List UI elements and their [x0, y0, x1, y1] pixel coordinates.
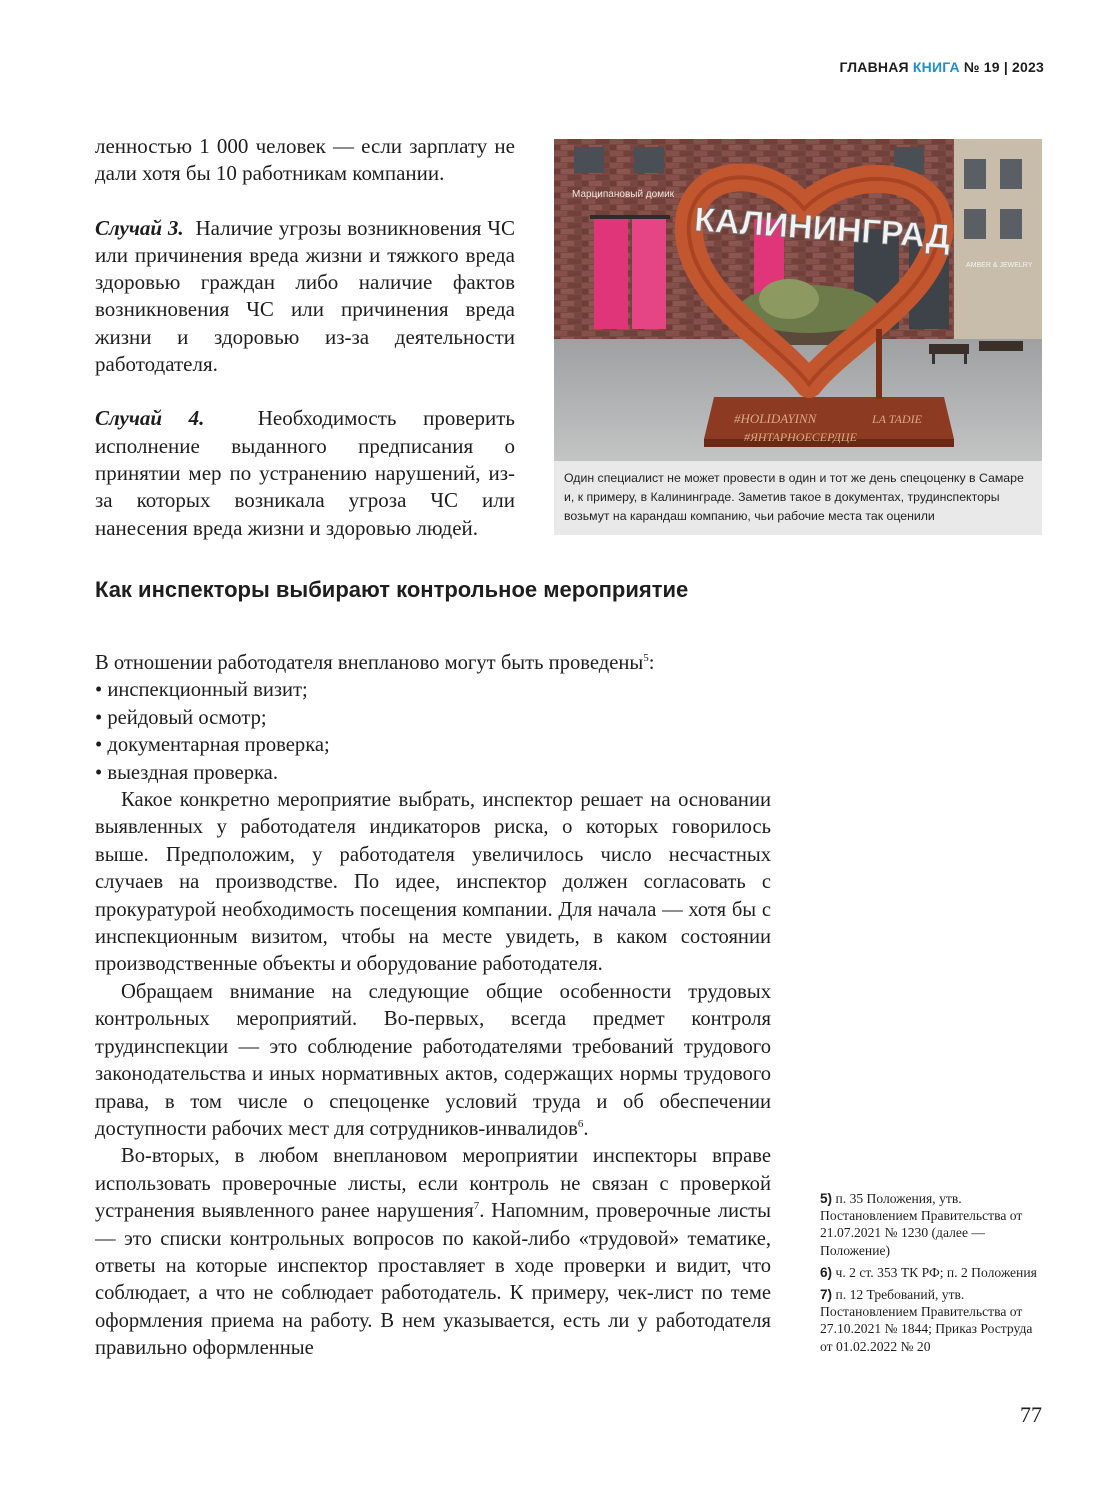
shop-sign-2-text: AMBER & JEWELRY — [966, 262, 1033, 269]
intro-paragraph: ленностью 1 000 человек — если зарплату не дали хотя бы 10 работникам компании. — [95, 134, 515, 186]
header-title: ГЛАВНАЯ — [839, 59, 913, 75]
footnote-number: 7) — [820, 1287, 833, 1303]
footnote — [820, 1190, 1046, 1259]
list-item: • инспекционный визит; — [95, 679, 308, 702]
page-number: 77 — [1020, 1402, 1042, 1427]
case-3-label: Случай 3. — [95, 215, 184, 240]
main-column — [95, 650, 771, 1363]
footnote-number: 6) — [820, 1264, 833, 1280]
left-column — [95, 133, 515, 542]
measures-list — [95, 677, 771, 787]
kaliningrad-photo — [554, 139, 1042, 461]
magazine-header — [840, 59, 1045, 75]
case-4-paragraph — [95, 405, 515, 541]
paragraph-2 — [95, 979, 771, 1143]
footnote-number: 5) — [820, 1191, 833, 1206]
photo-illustration — [554, 139, 1042, 461]
case-4-text: Необходимость проверить исполнение выданного предписания о принятии мер по устранению нарушений, из-за которых возникала угроза ЧС или нанесения вреда жизни и здоровью людей. — [95, 406, 516, 540]
case-3-paragraph — [95, 215, 515, 379]
photo-caption: Один специалист не может провести в один и тот же день спецоценку в Самаре и, к примеру, в Калининграде. Заметив такое в документах, трудинспекторы возьмут на карандаш компанию, чьи рабочие места так оценили — [554, 461, 1042, 535]
footnote — [820, 1286, 1046, 1355]
plinth-text-3: #ЯНТАРНОЕСЕРДЦЕ — [744, 430, 857, 444]
footnote-ref-5: 5 — [643, 652, 649, 665]
footnote-ref-6: 6 — [577, 1118, 584, 1131]
footnote — [820, 1264, 1046, 1281]
lead-paragraph — [95, 650, 771, 677]
header-issue: № 19 | 2023 — [959, 59, 1044, 75]
shop-sign-text: Марципановый домик — [572, 189, 675, 200]
footnote-text: ч. 2 ст. 353 ТК РФ; п. 2 Положения — [832, 1264, 1037, 1280]
paragraph-3 — [95, 1143, 771, 1362]
paragraph-2-end: . — [583, 1117, 589, 1140]
list-item: • рейдовый осмотр; — [95, 706, 267, 729]
list-item: • документарная проверка; — [95, 734, 330, 757]
plinth-text-1: #HOLIDAYINN — [734, 411, 817, 426]
paragraph-1: Какое конкретно мероприятие выбрать, инспектор решает на основании выявленных у работодателя индикаторов риска, о которых говорилось выше. Предположим, у работодателя увеличилось число несчастных случаев на производстве. По идее, инспектор должен согласовать с прокуратурой необходимость посещения компании. Для начала — хотя бы с инспекционным визитом, чтобы на месте увидеть, в каком состоянии производственные объекты и оборудование работодателя. — [95, 789, 771, 976]
header-title-accent: КНИГА — [912, 59, 960, 75]
footnote-text: п. 35 Положения, утв. Постановлением Правительства от 21.07.2021 № 1230 (далее — Положение) — [820, 1191, 1023, 1258]
plinth-text-2: LA TADIE — [872, 412, 922, 426]
lead-end: : — [648, 652, 655, 674]
case-3-text: Наличие угрозы возникновения ЧС или причинения вреда жизни и тяжкого вреда здоровью граждан либо наличие фактов возникновения ЧС или причинения вреда жизни и здоровью из-за деятельности работодателя. — [95, 215, 516, 377]
section-heading: Как инспекторы выбирают контрольное мероприятие — [95, 577, 689, 602]
paragraph-3-text-b: . Напомним, проверочные листы — это списки контрольных вопросов по какой-либо «трудовой» тематике, ответы на которые инспектор проставляет в ходе проверки и видит, что соблюдает, а что не соблюдает работодатель. К примеру, чек-лист по теме оформления приема на работу. В нем указывается, есть ли у работодателя правильно оформленные — [95, 1200, 772, 1360]
lead-text: В отношении работодателя внепланово могут быть проведены — [95, 652, 644, 674]
kaliningrad-sign-text: КАЛИНИНГРАД — [693, 200, 952, 257]
list-item: • выездная проверка. — [95, 761, 278, 784]
footnote-text: п. 12 Требований, утв. Постановлением Правительства от 27.10.2021 № 1844; Приказ Роструда от 01.02.2022 № 20 — [820, 1287, 1033, 1354]
case-4-label: Случай 4. — [95, 406, 205, 431]
footnotes — [820, 1190, 1046, 1360]
paragraph-3-text-a: Во-вторых, в любом внеплановом мероприятии инспекторы вправе использовать проверочные листы, если контроль не связан с проверкой устранения выявленного ранее нарушения — [95, 1145, 771, 1223]
footnote-ref-7: 7 — [473, 1200, 480, 1213]
paragraph-2-text: Обращаем внимание на следующие общие особенности трудовых контрольных мероприятий. Во-первых, всегда предмет контроля трудинспекции — это соблюдение работодателями требований трудового законодательства и иных нормативных актов, содержащих нормы трудового права, в том числе о спецоценке условий труда и об обеспечении доступности рабочих мест для сотрудников-инвалидов — [95, 980, 771, 1140]
